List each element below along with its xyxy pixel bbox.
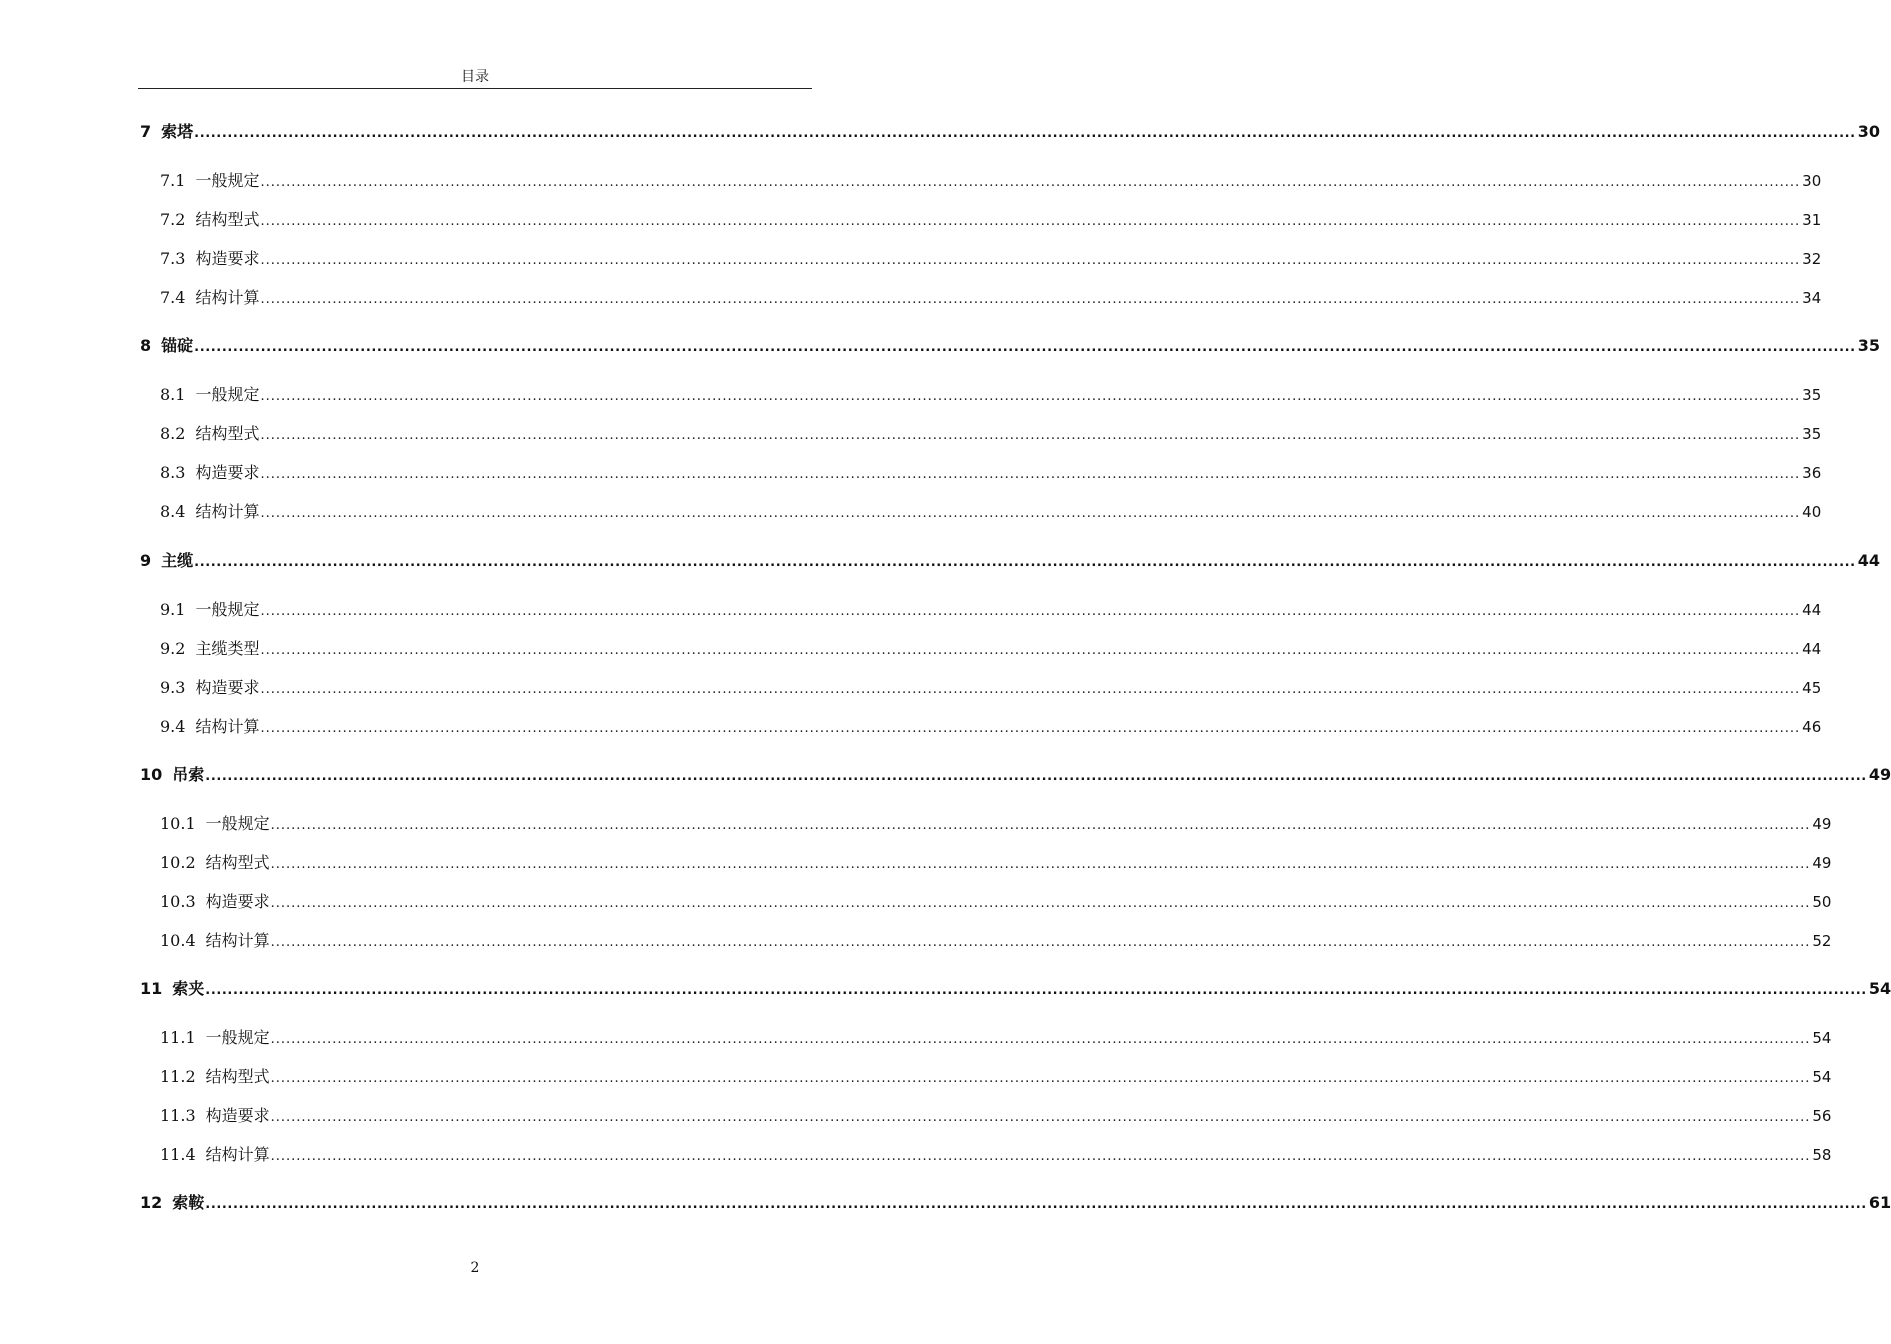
toc-entry-title: 构造要求 xyxy=(195,678,260,697)
toc-section-entry[interactable] xyxy=(160,929,1832,953)
toc-entry-title: 一般规定 xyxy=(205,814,270,833)
toc-entry-title: 吊索 xyxy=(172,765,205,784)
toc-dot-leader: ............................................................................................................................................................................................................................................................................................................ xyxy=(205,769,1867,784)
toc-section-entry[interactable] xyxy=(160,169,1822,193)
toc-entry-number: 8 xyxy=(140,336,152,355)
toc-entry-title: 构造要求 xyxy=(205,892,270,911)
toc-dot-leader: ............................................................................................................................................................................................................................................................................................................ xyxy=(260,428,1801,443)
toc-section-entry[interactable] xyxy=(160,1104,1832,1128)
toc-dot-leader: ............................................................................................................................................................................................................................................................................................................ xyxy=(270,1149,1811,1164)
toc-dot-leader: ............................................................................................................................................................................................................................................................................................................ xyxy=(260,175,1801,190)
toc-chapter-entry[interactable] xyxy=(140,120,1880,144)
toc-entry-page: 30 xyxy=(1802,172,1822,190)
toc-entry-title: 构造要求 xyxy=(195,249,260,268)
toc-dot-leader: ............................................................................................................................................................................................................................................................................................................ xyxy=(260,253,1801,268)
toc-entry-page: 35 xyxy=(1857,336,1880,355)
toc-chapter-entry[interactable] xyxy=(140,549,1880,573)
toc-dot-leader: ............................................................................................................................................................................................................................................................................................................ xyxy=(270,1032,1811,1047)
toc-dot-leader: ............................................................................................................................................................................................................................................................................................................ xyxy=(260,721,1801,736)
toc-entry-page: 34 xyxy=(1802,289,1822,307)
toc-entry-page: 49 xyxy=(1812,854,1832,872)
toc-entry-number: 7 xyxy=(140,122,152,141)
toc-entry-number: 10.2 xyxy=(160,853,196,872)
toc-dot-leader: ............................................................................................................................................................................................................................................................................................................ xyxy=(270,935,1811,950)
toc-dot-leader: ............................................................................................................................................................................................................................................................................................................ xyxy=(194,340,1856,355)
toc-entry-title: 结构型式 xyxy=(205,1067,270,1086)
toc-entry-number: 7.1 xyxy=(160,171,186,190)
toc-section-entry[interactable] xyxy=(160,637,1822,661)
toc-entry-number: 8.4 xyxy=(160,502,186,521)
toc-chapter-entry[interactable] xyxy=(140,977,1891,1001)
toc-entry-page: 54 xyxy=(1868,979,1891,998)
toc-entry-page: 54 xyxy=(1812,1068,1832,1086)
toc-entry-title: 结构计算 xyxy=(195,717,260,736)
toc-entry-page: 45 xyxy=(1802,679,1822,697)
toc-dot-leader: ............................................................................................................................................................................................................................................................................................................ xyxy=(205,1197,1867,1212)
toc-entry-page: 32 xyxy=(1802,250,1822,268)
toc-entry-title: 主缆 xyxy=(161,551,194,570)
toc-entry-number: 10.3 xyxy=(160,892,196,911)
toc-entry-title: 索塔 xyxy=(161,122,194,141)
toc-dot-leader: ............................................................................................................................................................................................................................................................................................................ xyxy=(270,818,1811,833)
toc-section-entry[interactable] xyxy=(160,500,1822,524)
toc-dot-leader: ............................................................................................................................................................................................................................................................................................................ xyxy=(270,1071,1811,1086)
toc-section-entry[interactable] xyxy=(160,286,1822,310)
toc-section-entry[interactable] xyxy=(160,383,1822,407)
toc-dot-leader: ............................................................................................................................................................................................................................................................................................................ xyxy=(260,467,1801,482)
page-number: 2 xyxy=(470,1260,480,1276)
toc-entry-number: 8.3 xyxy=(160,463,186,482)
toc-section-entry[interactable] xyxy=(160,461,1822,485)
toc-dot-leader: ............................................................................................................................................................................................................................................................................................................ xyxy=(260,604,1801,619)
toc-section-entry[interactable] xyxy=(160,890,1832,914)
toc-entry-page: 44 xyxy=(1857,551,1880,570)
toc-dot-leader: ............................................................................................................................................................................................................................................................................................................ xyxy=(260,292,1801,307)
toc-entry-number: 7.4 xyxy=(160,288,186,307)
toc-entry-number: 12 xyxy=(140,1193,163,1212)
toc-entry-number: 11.1 xyxy=(160,1028,196,1047)
toc-dot-leader: ............................................................................................................................................................................................................................................................................................................ xyxy=(260,506,1801,521)
toc-section-entry[interactable] xyxy=(160,422,1822,446)
toc-entry-title: 构造要求 xyxy=(195,463,260,482)
toc-section-entry[interactable] xyxy=(160,1143,1832,1167)
toc-entry-number: 11 xyxy=(140,979,163,998)
toc-entry-title: 结构型式 xyxy=(205,853,270,872)
toc-entry-page: 40 xyxy=(1802,503,1822,521)
toc-entry-page: 49 xyxy=(1812,815,1832,833)
toc-entry-title: 锚碇 xyxy=(161,336,194,355)
toc-entry-title: 结构型式 xyxy=(195,210,260,229)
toc-entry-page: 56 xyxy=(1812,1107,1832,1125)
toc-entry-page: 36 xyxy=(1802,464,1822,482)
toc-section-entry[interactable] xyxy=(160,1065,1832,1089)
toc-entry-number: 10.1 xyxy=(160,814,196,833)
toc-entry-number: 7.3 xyxy=(160,249,186,268)
page-header-title: 目录 xyxy=(461,69,489,85)
toc-section-entry[interactable] xyxy=(160,851,1832,875)
toc-section-entry[interactable] xyxy=(160,208,1822,232)
toc-entry-page: 52 xyxy=(1812,932,1832,950)
toc-entry-page: 44 xyxy=(1802,601,1822,619)
toc-entry-title: 一般规定 xyxy=(195,171,260,190)
toc-dot-leader: ............................................................................................................................................................................................................................................................................................................ xyxy=(260,214,1801,229)
toc-section-entry[interactable] xyxy=(160,598,1822,622)
toc-chapter-entry[interactable] xyxy=(140,334,1880,358)
toc-section-entry[interactable] xyxy=(160,247,1822,271)
toc-entry-title: 结构计算 xyxy=(195,288,260,307)
toc-entry-number: 8.2 xyxy=(160,424,186,443)
toc-entry-number: 9 xyxy=(140,551,152,570)
toc-entry-title: 一般规定 xyxy=(205,1028,270,1047)
toc-entry-number: 11.3 xyxy=(160,1106,196,1125)
toc-entry-number: 9.1 xyxy=(160,600,186,619)
toc-dot-leader: ............................................................................................................................................................................................................................................................................................................ xyxy=(194,555,1856,570)
toc-entry-number: 10.4 xyxy=(160,931,196,950)
toc-dot-leader: ............................................................................................................................................................................................................................................................................................................ xyxy=(205,983,1867,998)
toc-entry-number: 11.4 xyxy=(160,1145,196,1164)
toc-entry-page: 35 xyxy=(1802,386,1822,404)
toc-entry-number: 10 xyxy=(140,765,163,784)
toc-entry-title: 构造要求 xyxy=(205,1106,270,1125)
toc-chapter-entry[interactable] xyxy=(140,1191,1891,1215)
toc-entry-title: 索夹 xyxy=(172,979,205,998)
toc-entry-title: 索鞍 xyxy=(172,1193,205,1212)
toc-entry-page: 49 xyxy=(1868,765,1891,784)
toc-dot-leader: ............................................................................................................................................................................................................................................................................................................ xyxy=(260,389,1801,404)
toc-entry-page: 50 xyxy=(1812,893,1832,911)
toc-dot-leader: ............................................................................................................................................................................................................................................................................................................ xyxy=(270,896,1811,911)
toc-entry-title: 结构计算 xyxy=(195,502,260,521)
toc-entry-number: 9.2 xyxy=(160,639,186,658)
toc-dot-leader: ............................................................................................................................................................................................................................................................................................................ xyxy=(260,682,1801,697)
toc-entry-title: 一般规定 xyxy=(195,385,260,404)
toc-entry-title: 主缆类型 xyxy=(195,639,260,658)
toc-entry-page: 46 xyxy=(1802,718,1822,736)
toc-entry-page: 54 xyxy=(1812,1029,1832,1047)
toc-section-entry[interactable] xyxy=(160,812,1832,836)
toc-entry-title: 结构计算 xyxy=(205,1145,270,1164)
toc-chapter-entry[interactable] xyxy=(140,763,1891,787)
toc-entry-title: 一般规定 xyxy=(195,600,260,619)
toc-entry-title: 结构型式 xyxy=(195,424,260,443)
toc-entry-number: 11.2 xyxy=(160,1067,196,1086)
toc-entry-page: 58 xyxy=(1812,1146,1832,1164)
toc-dot-leader: ............................................................................................................................................................................................................................................................................................................ xyxy=(194,126,1856,141)
toc-section-entry[interactable] xyxy=(160,1026,1832,1050)
toc-entry-number: 8.1 xyxy=(160,385,186,404)
toc-entry-page: 35 xyxy=(1802,425,1822,443)
toc-dot-leader: ............................................................................................................................................................................................................................................................................................................ xyxy=(270,1110,1811,1125)
toc-entry-page: 31 xyxy=(1802,211,1822,229)
toc-section-entry[interactable] xyxy=(160,676,1822,700)
toc-entry-title: 结构计算 xyxy=(205,931,270,950)
toc-entry-page: 61 xyxy=(1868,1193,1891,1212)
toc-entry-page: 44 xyxy=(1802,640,1822,658)
toc-entry-number: 7.2 xyxy=(160,210,186,229)
toc-section-entry[interactable] xyxy=(160,715,1822,739)
toc-dot-leader: ............................................................................................................................................................................................................................................................................................................ xyxy=(260,643,1801,658)
toc-entry-page: 30 xyxy=(1857,122,1880,141)
toc-entry-number: 9.3 xyxy=(160,678,186,697)
toc-dot-leader: ............................................................................................................................................................................................................................................................................................................ xyxy=(270,857,1811,872)
toc-entry-number: 9.4 xyxy=(160,717,186,736)
